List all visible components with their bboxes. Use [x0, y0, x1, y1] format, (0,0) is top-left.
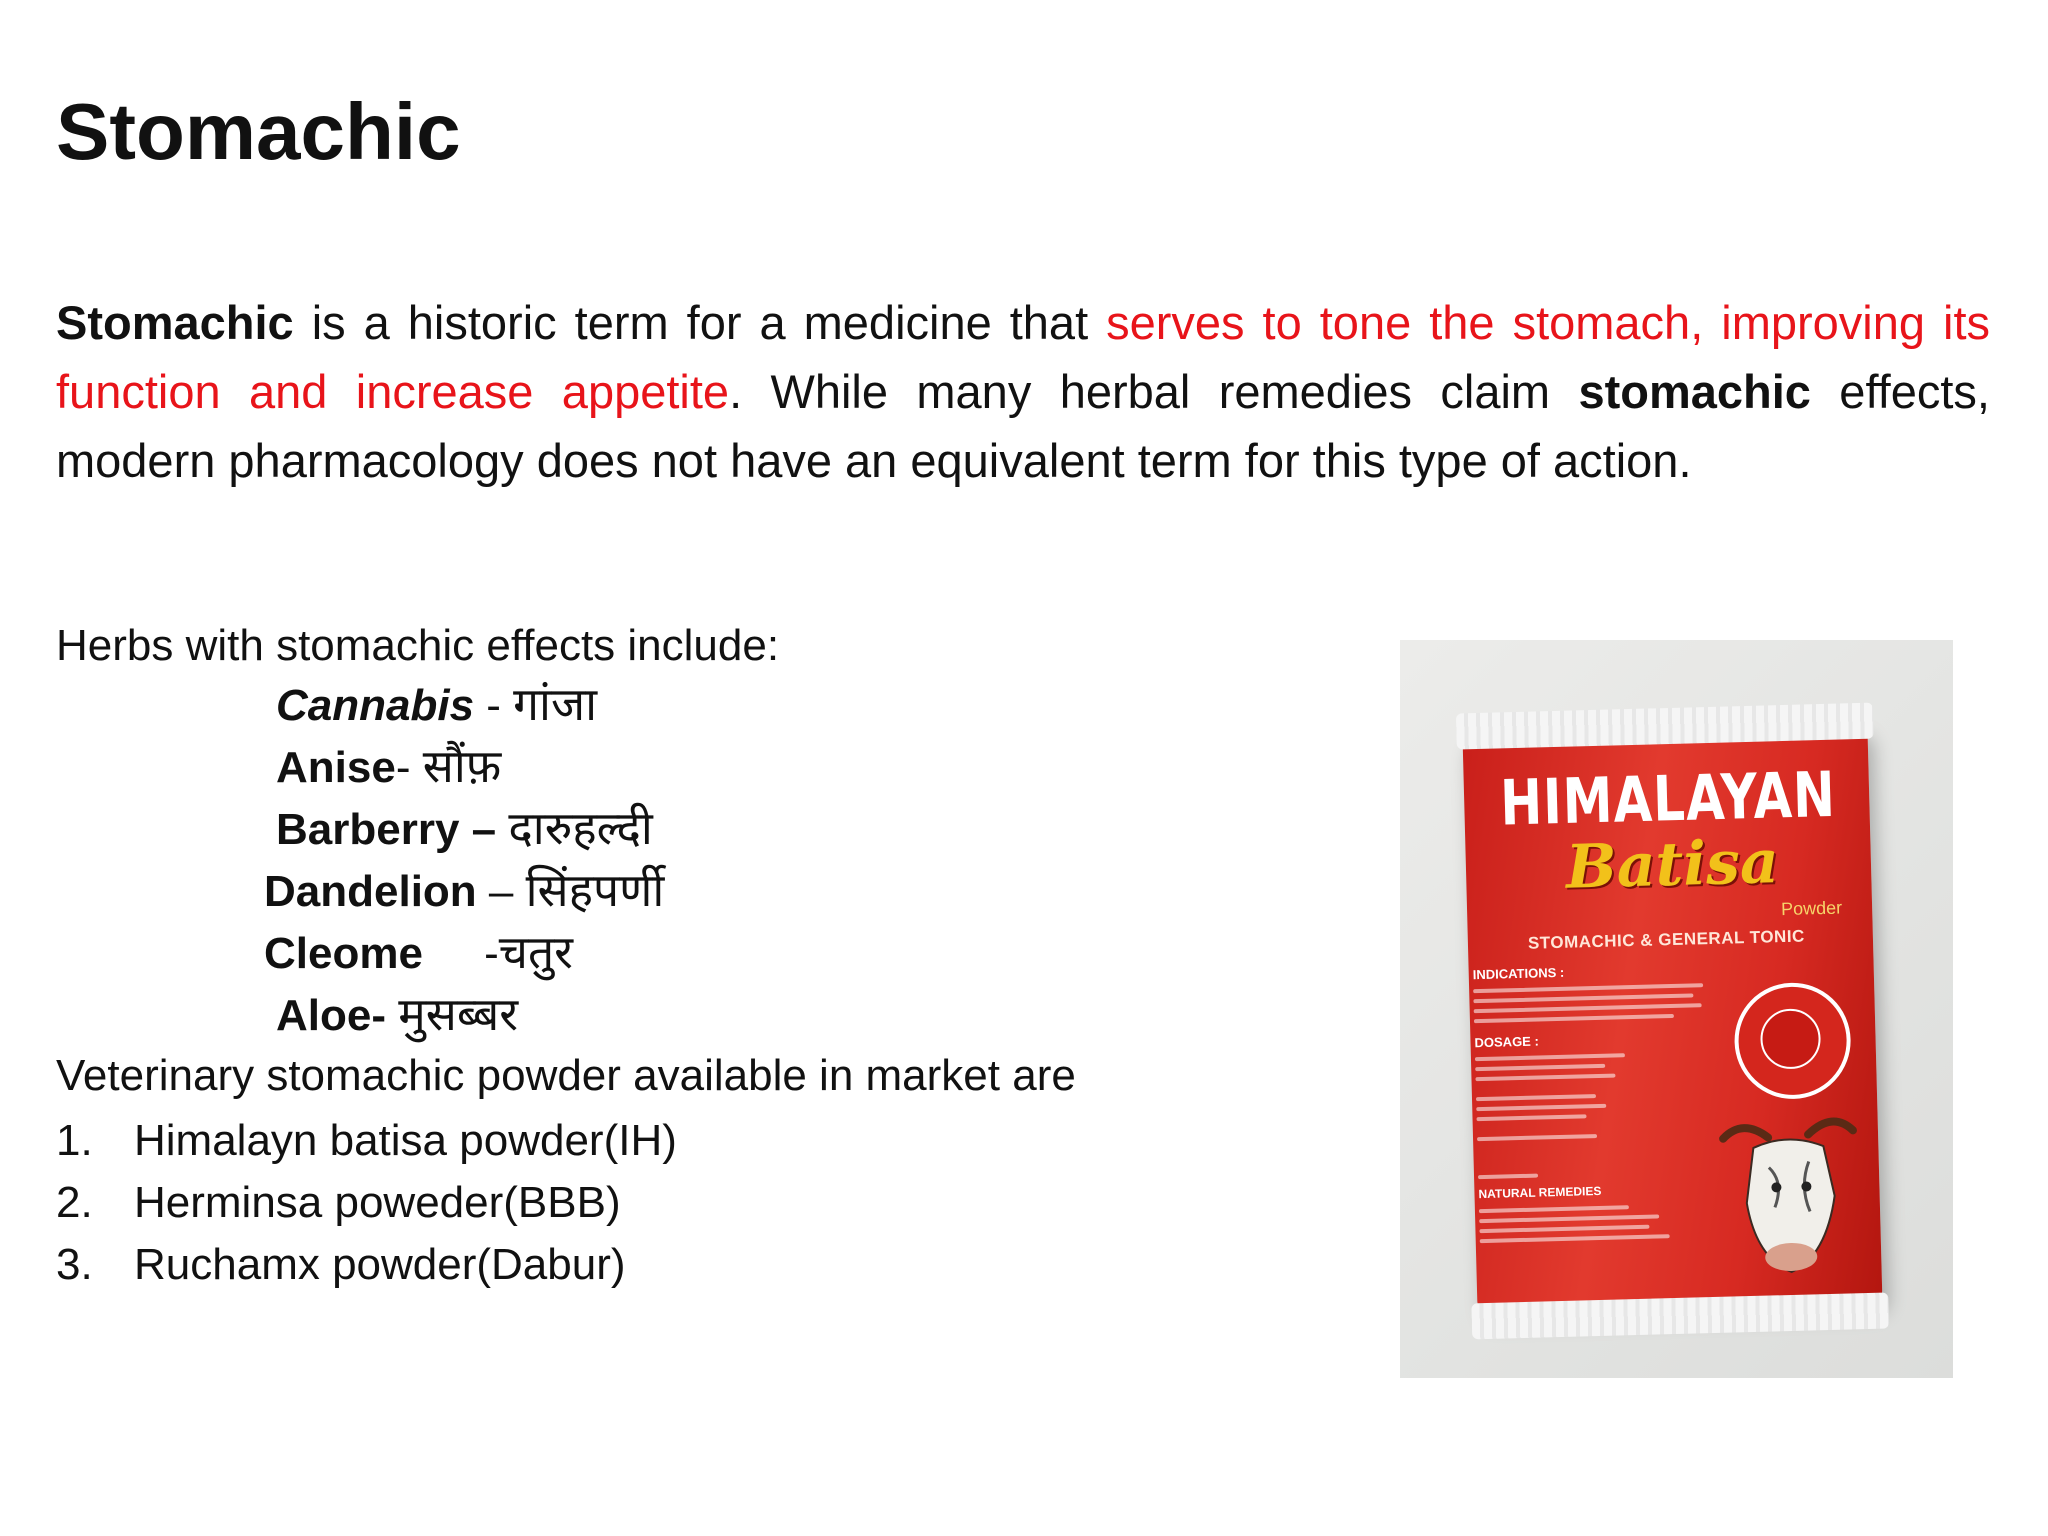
stamp-inner: [1760, 1008, 1822, 1070]
pack-top-seal: [1456, 703, 1874, 750]
herb-english: Barberry –: [276, 805, 497, 854]
pack-product-name: Batisa: [1565, 827, 1780, 903]
intro-term-2: stomachic: [1578, 365, 1811, 418]
pack-fine-print: [1474, 1014, 1674, 1023]
herb-separator: -: [422, 929, 499, 978]
intro-text-2: . While many herbal remedies claim: [729, 365, 1579, 418]
pack-fine-print: [1479, 1214, 1659, 1223]
herb-item-barberry: [276, 800, 653, 858]
list-number: 3.: [56, 1240, 93, 1289]
herb-separator: -: [395, 743, 423, 792]
herb-hindi: मुसब्बर: [398, 987, 519, 1041]
herb-hindi: चतुर: [498, 925, 573, 979]
list-text: Herminsa poweder(BBB): [134, 1178, 621, 1227]
intro-paragraph: [56, 288, 1990, 495]
herb-item-cannabis: [276, 676, 597, 734]
herb-separator: -: [474, 681, 514, 730]
herb-english: Aloe-: [276, 991, 386, 1040]
intro-text-3: effects, modern pharmacology does not have an equivalent term for this type of action.: [56, 365, 1990, 487]
pack-form: Powder: [1780, 897, 1843, 920]
intro-term: Stomachic: [56, 296, 294, 349]
veterinary-item: [56, 1234, 677, 1296]
new-pack-stamp: [1733, 981, 1852, 1100]
herb-hindi: गांजा: [513, 677, 598, 731]
list-number: 1.: [56, 1116, 93, 1165]
product-pack: [1462, 725, 1882, 1315]
herbs-heading: Herbs with stomachic effects include:: [56, 621, 780, 670]
product-photo: [1400, 640, 1953, 1378]
veterinary-list: [56, 1110, 677, 1296]
pack-fine-print: [1475, 1074, 1615, 1082]
herb-separator: [386, 991, 398, 1040]
veterinary-item: [56, 1110, 677, 1172]
herb-english: Cannabis: [276, 681, 475, 730]
list-number: 2.: [56, 1178, 93, 1227]
intro-text-1: is a historic term for a medicine that: [293, 296, 1107, 349]
pack-brand: HIMALAYAN: [1499, 758, 1837, 840]
pack-tagline: STOMACHIC & GENERAL TONIC: [1527, 926, 1806, 953]
herb-hindi: दारुहल्दी: [508, 801, 653, 855]
herb-hindi: सौंफ़: [422, 739, 502, 793]
pack-fine-print: [1476, 1104, 1606, 1111]
cow-illustration: [1712, 1105, 1866, 1279]
herb-item-cleome: [264, 924, 573, 982]
herb-english: Dandelion: [264, 867, 477, 916]
pack-fine-print: [1479, 1205, 1629, 1213]
herb-english: Cleome: [264, 929, 423, 978]
pack-dosage-label: DOSAGE :: [1474, 1033, 1539, 1051]
herb-separator: [496, 805, 508, 854]
cow-horns: [1723, 1121, 1853, 1139]
pack-fine-print: [1478, 1174, 1538, 1180]
slide-title: Stomachic: [56, 87, 461, 176]
pack-fine-print: [1473, 983, 1703, 993]
pack-fine-print: [1476, 1094, 1596, 1101]
herb-item-dandelion: [264, 862, 664, 920]
pack-fine-print: [1480, 1234, 1670, 1243]
pack-bottom-seal: [1471, 1292, 1889, 1339]
pack-fine-print: [1479, 1225, 1649, 1233]
herb-hindi: सिंहपर्णी: [525, 863, 665, 917]
pack-fine-print: [1474, 1003, 1702, 1013]
pack-maker: NATURAL REMEDIES: [1478, 1183, 1602, 1202]
herb-english: Anise: [276, 743, 396, 792]
pack-fine-print: [1475, 1064, 1605, 1071]
pack-indications-label: INDICATIONS :: [1472, 964, 1565, 983]
herb-item-aloe: [276, 986, 518, 1044]
pack-fine-print: [1473, 993, 1693, 1003]
list-text: Ruchamx powder(Dabur): [134, 1240, 626, 1289]
herb-separator: –: [476, 867, 526, 916]
intro-highlight: serves to tone the stomach, improving its function and increase appetite: [56, 296, 1990, 418]
pack-fine-print: [1475, 1053, 1625, 1061]
herb-item-anise: [276, 738, 501, 796]
pack-fine-print: [1476, 1114, 1586, 1121]
list-text: Himalayn batisa powder(IH): [134, 1116, 677, 1165]
pack-fine-print: [1477, 1134, 1597, 1141]
veterinary-item: [56, 1172, 677, 1234]
veterinary-heading: Veterinary stomachic powder available in market are: [56, 1051, 1076, 1100]
